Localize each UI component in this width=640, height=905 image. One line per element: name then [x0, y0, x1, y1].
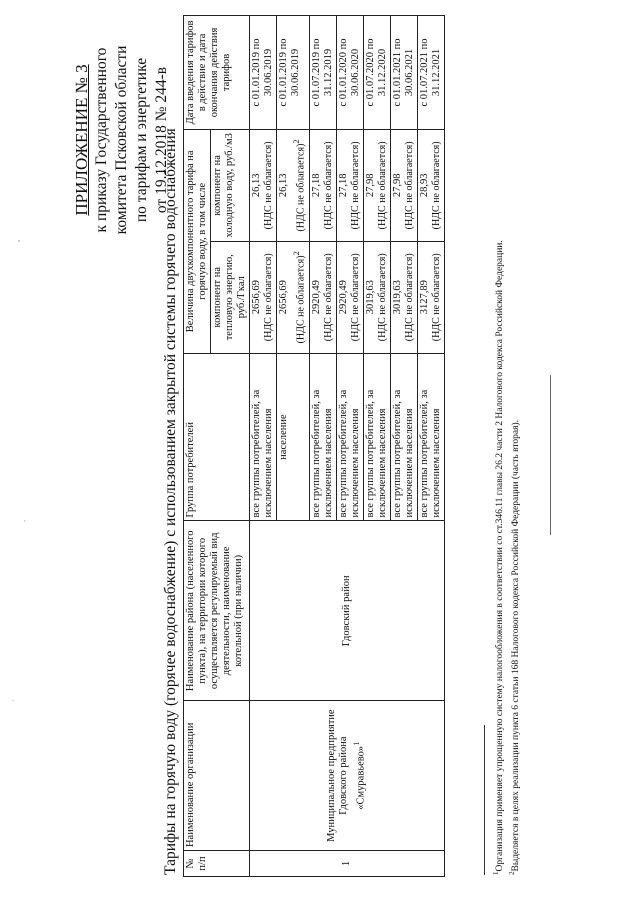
vat-note: (НДС не облагается) [376, 253, 388, 342]
energy-amount: 3019,63 [364, 280, 376, 315]
organization-name-text: Муниципальное предприятие Гдовского района «Смуравьево» [326, 709, 367, 842]
consumer-group: население [277, 353, 310, 521]
consumer-group: все группы потребителей, за исключением населения [390, 353, 417, 521]
appendix-line-2: комитета Псковской области [113, 45, 130, 235]
document-title: Тарифы на горячую воду (горячее водоснабжение) с использованием закрытой системы горячего водоснабжения [162, 128, 179, 875]
consumer-group: все группы потребителей, за исключением населения [417, 353, 444, 521]
effective-period: с 01.07.2021 по 31.12.2021 [417, 16, 444, 130]
footnotes [490, 15, 522, 875]
table-header-row [184, 16, 211, 877]
energy-amount: 2656,69 [251, 280, 262, 315]
row-number: 1 [250, 851, 445, 877]
vat-note: (НДС не облагается) [322, 141, 334, 230]
water-amount: 26,13 [251, 173, 262, 198]
energy-value [417, 241, 444, 353]
appendix-line-3: по тарифам и энергетике [133, 57, 150, 223]
consumer-group: все группы потребителей, за исключением населения [363, 353, 390, 521]
consumer-group: все группы потребителей, за исключением населения [336, 353, 363, 521]
effective-period: с 01.07.2019 по 31.12.2019 [309, 16, 336, 130]
energy-value [277, 241, 310, 353]
energy-amount: 2656,69 [278, 280, 289, 315]
appendix-title: ПРИЛОЖЕНИЕ № 3 [72, 64, 91, 216]
energy-amount: 3127,89 [418, 280, 430, 315]
vat-note: (НДС не облагается) [349, 253, 361, 342]
energy-value [336, 241, 363, 353]
water-value [336, 129, 363, 241]
water-amount: 27,18 [337, 173, 349, 198]
footnote-marker-2: 2 [291, 251, 301, 256]
vat-note: (НДС не облагается) [349, 141, 361, 230]
water-value [309, 129, 336, 241]
header-tariff: Величина двухкомпонентного тарифа на горячую воду, в том числе [184, 129, 211, 353]
water-value [250, 129, 277, 241]
energy-value [250, 241, 277, 353]
vat-note: (НДС не облагается) [295, 143, 307, 232]
water-value [277, 129, 310, 241]
water-value [417, 129, 444, 241]
footnote-2 [506, 15, 522, 875]
consumer-group: все группы потребителей, за исключением населения [250, 353, 277, 521]
header-organization: Наименование организации [184, 701, 250, 851]
vat-note: (НДС не облагается) [403, 253, 415, 342]
effective-period: с 01.01.2019 по 30.06.2019 [250, 16, 277, 130]
water-amount: 28,93 [418, 173, 430, 198]
water-amount: 27,98 [391, 173, 403, 198]
energy-amount: 2920,49 [310, 280, 322, 315]
water-amount: 27,98 [364, 173, 376, 198]
effective-period: с 01.01.2020 по 30.06.2020 [336, 16, 363, 130]
water-amount: 26,13 [278, 173, 289, 198]
district-name: Гдовский район [250, 521, 445, 701]
footnote-marker-1: 1 [351, 741, 361, 746]
footnote-2-text: Выделяется в целях реализации пункта 6 статьи 168 Налогового кодекса Российской Федерации (часть вторая). [511, 420, 522, 872]
water-value [363, 129, 390, 241]
energy-value [390, 241, 417, 353]
header-water-component: компонент на холодную воду, руб./м3 [211, 129, 250, 241]
footnote-1 [490, 15, 506, 875]
water-value [390, 129, 417, 241]
footnote-divider [484, 725, 485, 875]
vat-note: (НДС не облагается) [376, 141, 388, 230]
footnote-1-marker: 1 [492, 871, 500, 875]
water-amount: 27,18 [310, 173, 322, 198]
vat-note: (НДС не облагается) [263, 141, 274, 230]
tariff-table [183, 15, 445, 877]
effective-period: с 01.07.2020 по 31.12.2020 [363, 16, 390, 130]
organization-name [250, 701, 445, 851]
footnote-2-marker: 2 [508, 871, 517, 875]
vat-note: (НДС не облагается) [322, 253, 334, 342]
energy-value [309, 241, 336, 353]
energy-amount: 3019,63 [391, 280, 403, 315]
vat-note: (НДС не облагается) [295, 255, 307, 344]
effective-period: с 01.01.2019 по 30.06.2019 [277, 16, 310, 130]
header-district: Наименование района (населенного пункта), на территории которого осуществляется регулируемый вид деятельности, наименование котельной (при наличии) [184, 521, 250, 701]
footnote-marker-2: 2 [291, 139, 301, 144]
header-date: Дата введения тарифов в действие и дата окончания действия тарифов [184, 16, 250, 130]
header-num: № п/п [184, 851, 250, 877]
footnote-1-text: Организация применяет упрощенную систему налогообложения в соответствии со ст.346.11 главы 26.2 части 2 Налогового кодекса Российской Федерации. [495, 240, 506, 872]
appendix-line-1: к приказу Государственного [93, 47, 110, 233]
vat-note: (НДС не облагается) [403, 141, 415, 230]
appendix-line-4: от 19.12.2018 № 244-в [153, 66, 170, 214]
appendix-header [72, 30, 172, 250]
header-energy-component: компонент на тепловую энергию, руб./Гкал [211, 241, 250, 353]
effective-period: с 01.01.2021 по 30.06.2021 [390, 16, 417, 130]
energy-amount: 2920,49 [337, 280, 349, 315]
energy-value [363, 241, 390, 353]
vat-note: (НДС не облагается) [430, 253, 442, 342]
divider-line [550, 375, 551, 535]
consumer-group: все группы потребителей, за исключением населения [309, 353, 336, 521]
table-row [250, 16, 277, 877]
vat-note: (НДС не облагается) [263, 253, 274, 342]
header-consumer-group: Группа потребителей [184, 353, 250, 521]
vat-note: (НДС не облагается) [430, 141, 442, 230]
